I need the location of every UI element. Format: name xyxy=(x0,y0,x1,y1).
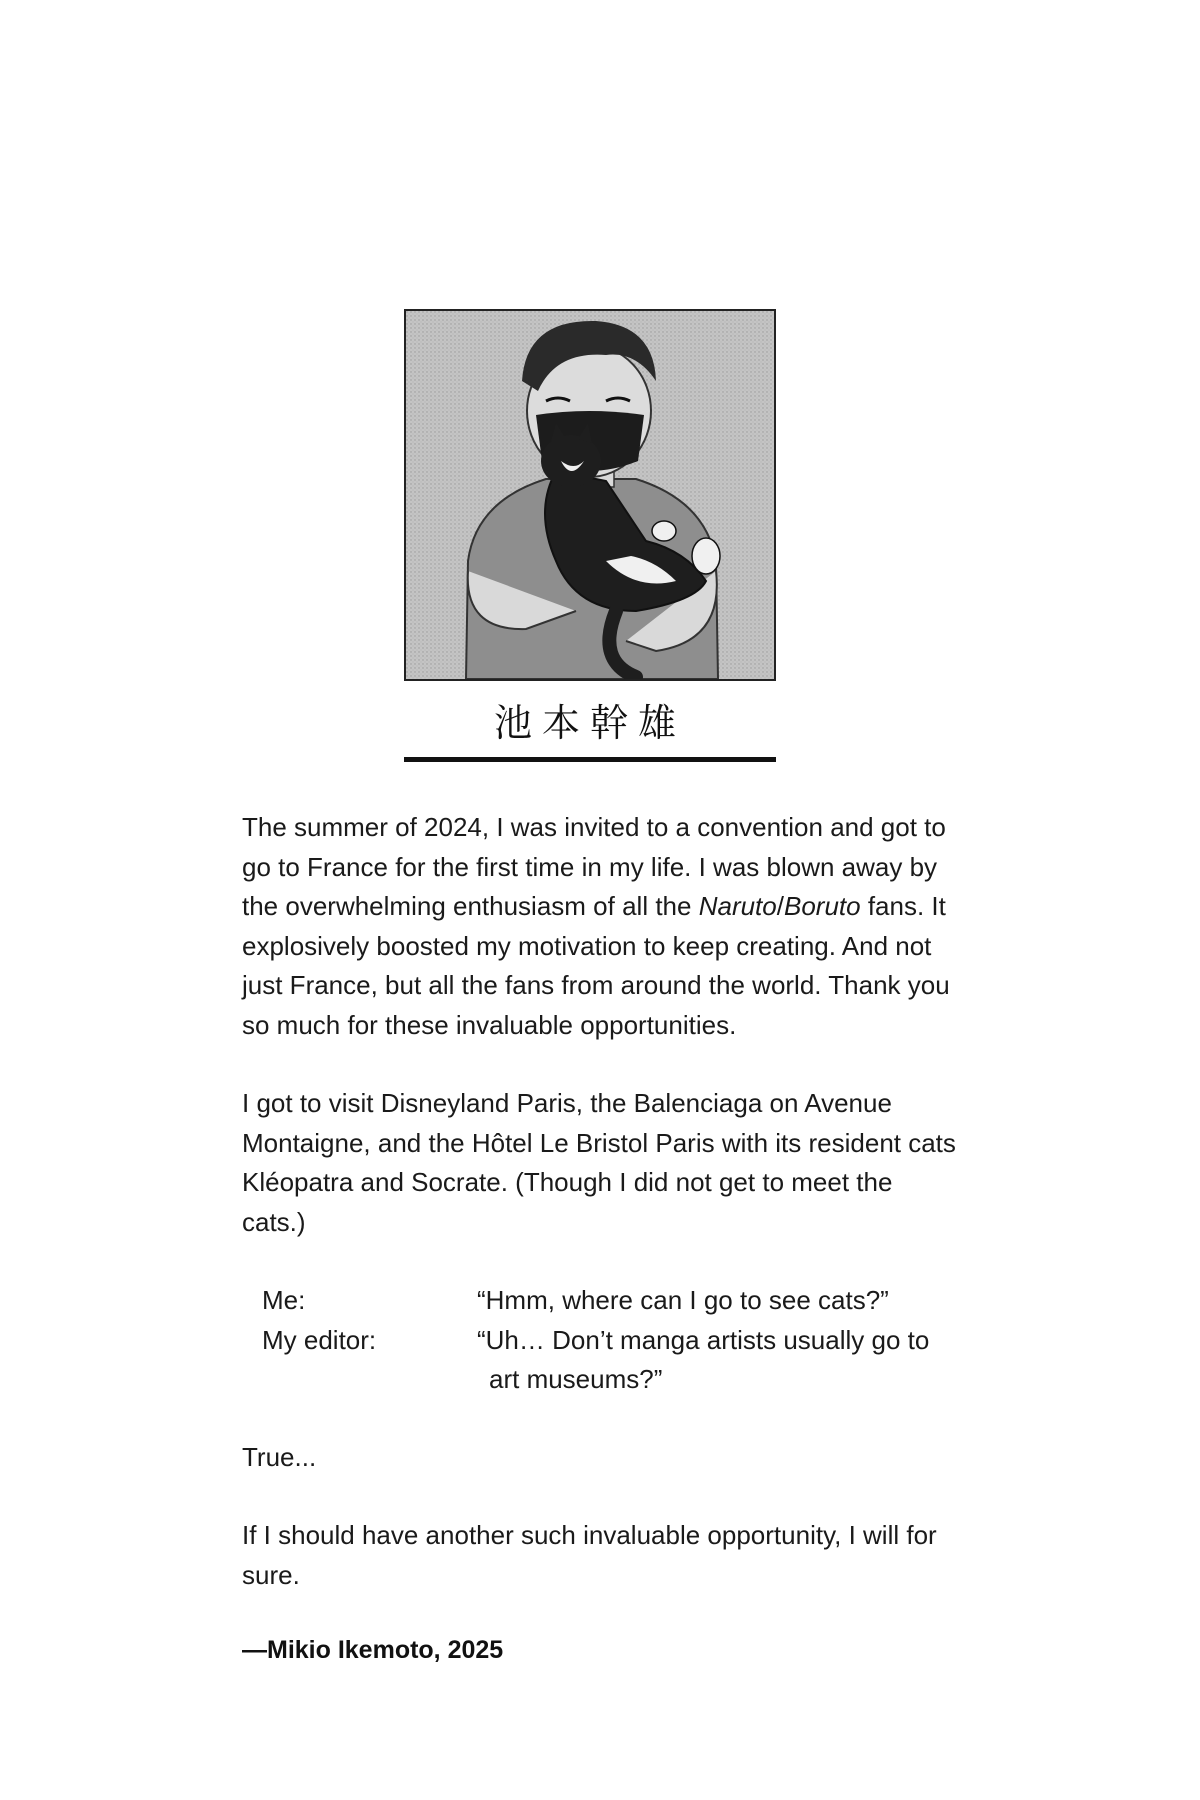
author-portrait-block xyxy=(404,309,776,762)
dialogue-line: “Uh… Don’t manga artists usually go to xyxy=(477,1324,930,1355)
paragraph-convention xyxy=(242,808,962,1045)
paragraph-paris-visits: I got to visit Disneyland Paris, the Balenciaga on Avenue Montaigne, and the Hôtel Le Bristol Paris with its resident cats Kléopatra and Socrate. (Though I did not get to meet the cats.) xyxy=(242,1088,956,1237)
author-name-kanji: 池本幹雄 xyxy=(493,701,686,745)
dialogue-speaker: Me: xyxy=(262,1285,306,1315)
author-signature: —Mikio Ikemoto, 2025 xyxy=(242,1636,504,1664)
dialogue-row xyxy=(242,1321,962,1400)
series-title-naruto: Naruto xyxy=(698,891,777,921)
paragraph-true: True... xyxy=(242,1441,317,1472)
dialogue-line-continuation: art museums?” xyxy=(489,1364,663,1394)
dialogue-speaker: My editor: xyxy=(262,1324,377,1355)
dialogue-row xyxy=(242,1281,962,1321)
dialogue-line-wrap xyxy=(477,1321,962,1400)
name-underline-divider xyxy=(404,757,776,762)
title-slash: / xyxy=(776,891,784,921)
paragraph-text: The summer of 2024, I was invited to a convention and got to go to France for the first time in my life. I was blown away by the overwhelming enthusiasm of all the xyxy=(242,812,946,921)
paragraph-closing: If I should have another such invaluable opportunity, I will for sure. xyxy=(242,1520,937,1590)
series-title-boruto: Boruto xyxy=(783,891,861,921)
dialogue-block xyxy=(242,1281,962,1400)
paragraph-text: fans. It explosively boosted my motivation to keep creating. And not just France, but all the fans from around the world. Thank you so much for these invaluable opportunities. xyxy=(242,891,950,1040)
dialogue-line: “Hmm, where can I go to see cats?” xyxy=(477,1285,889,1315)
artist-holding-cat-portrait-icon xyxy=(404,309,776,681)
author-note-body xyxy=(242,808,962,1634)
